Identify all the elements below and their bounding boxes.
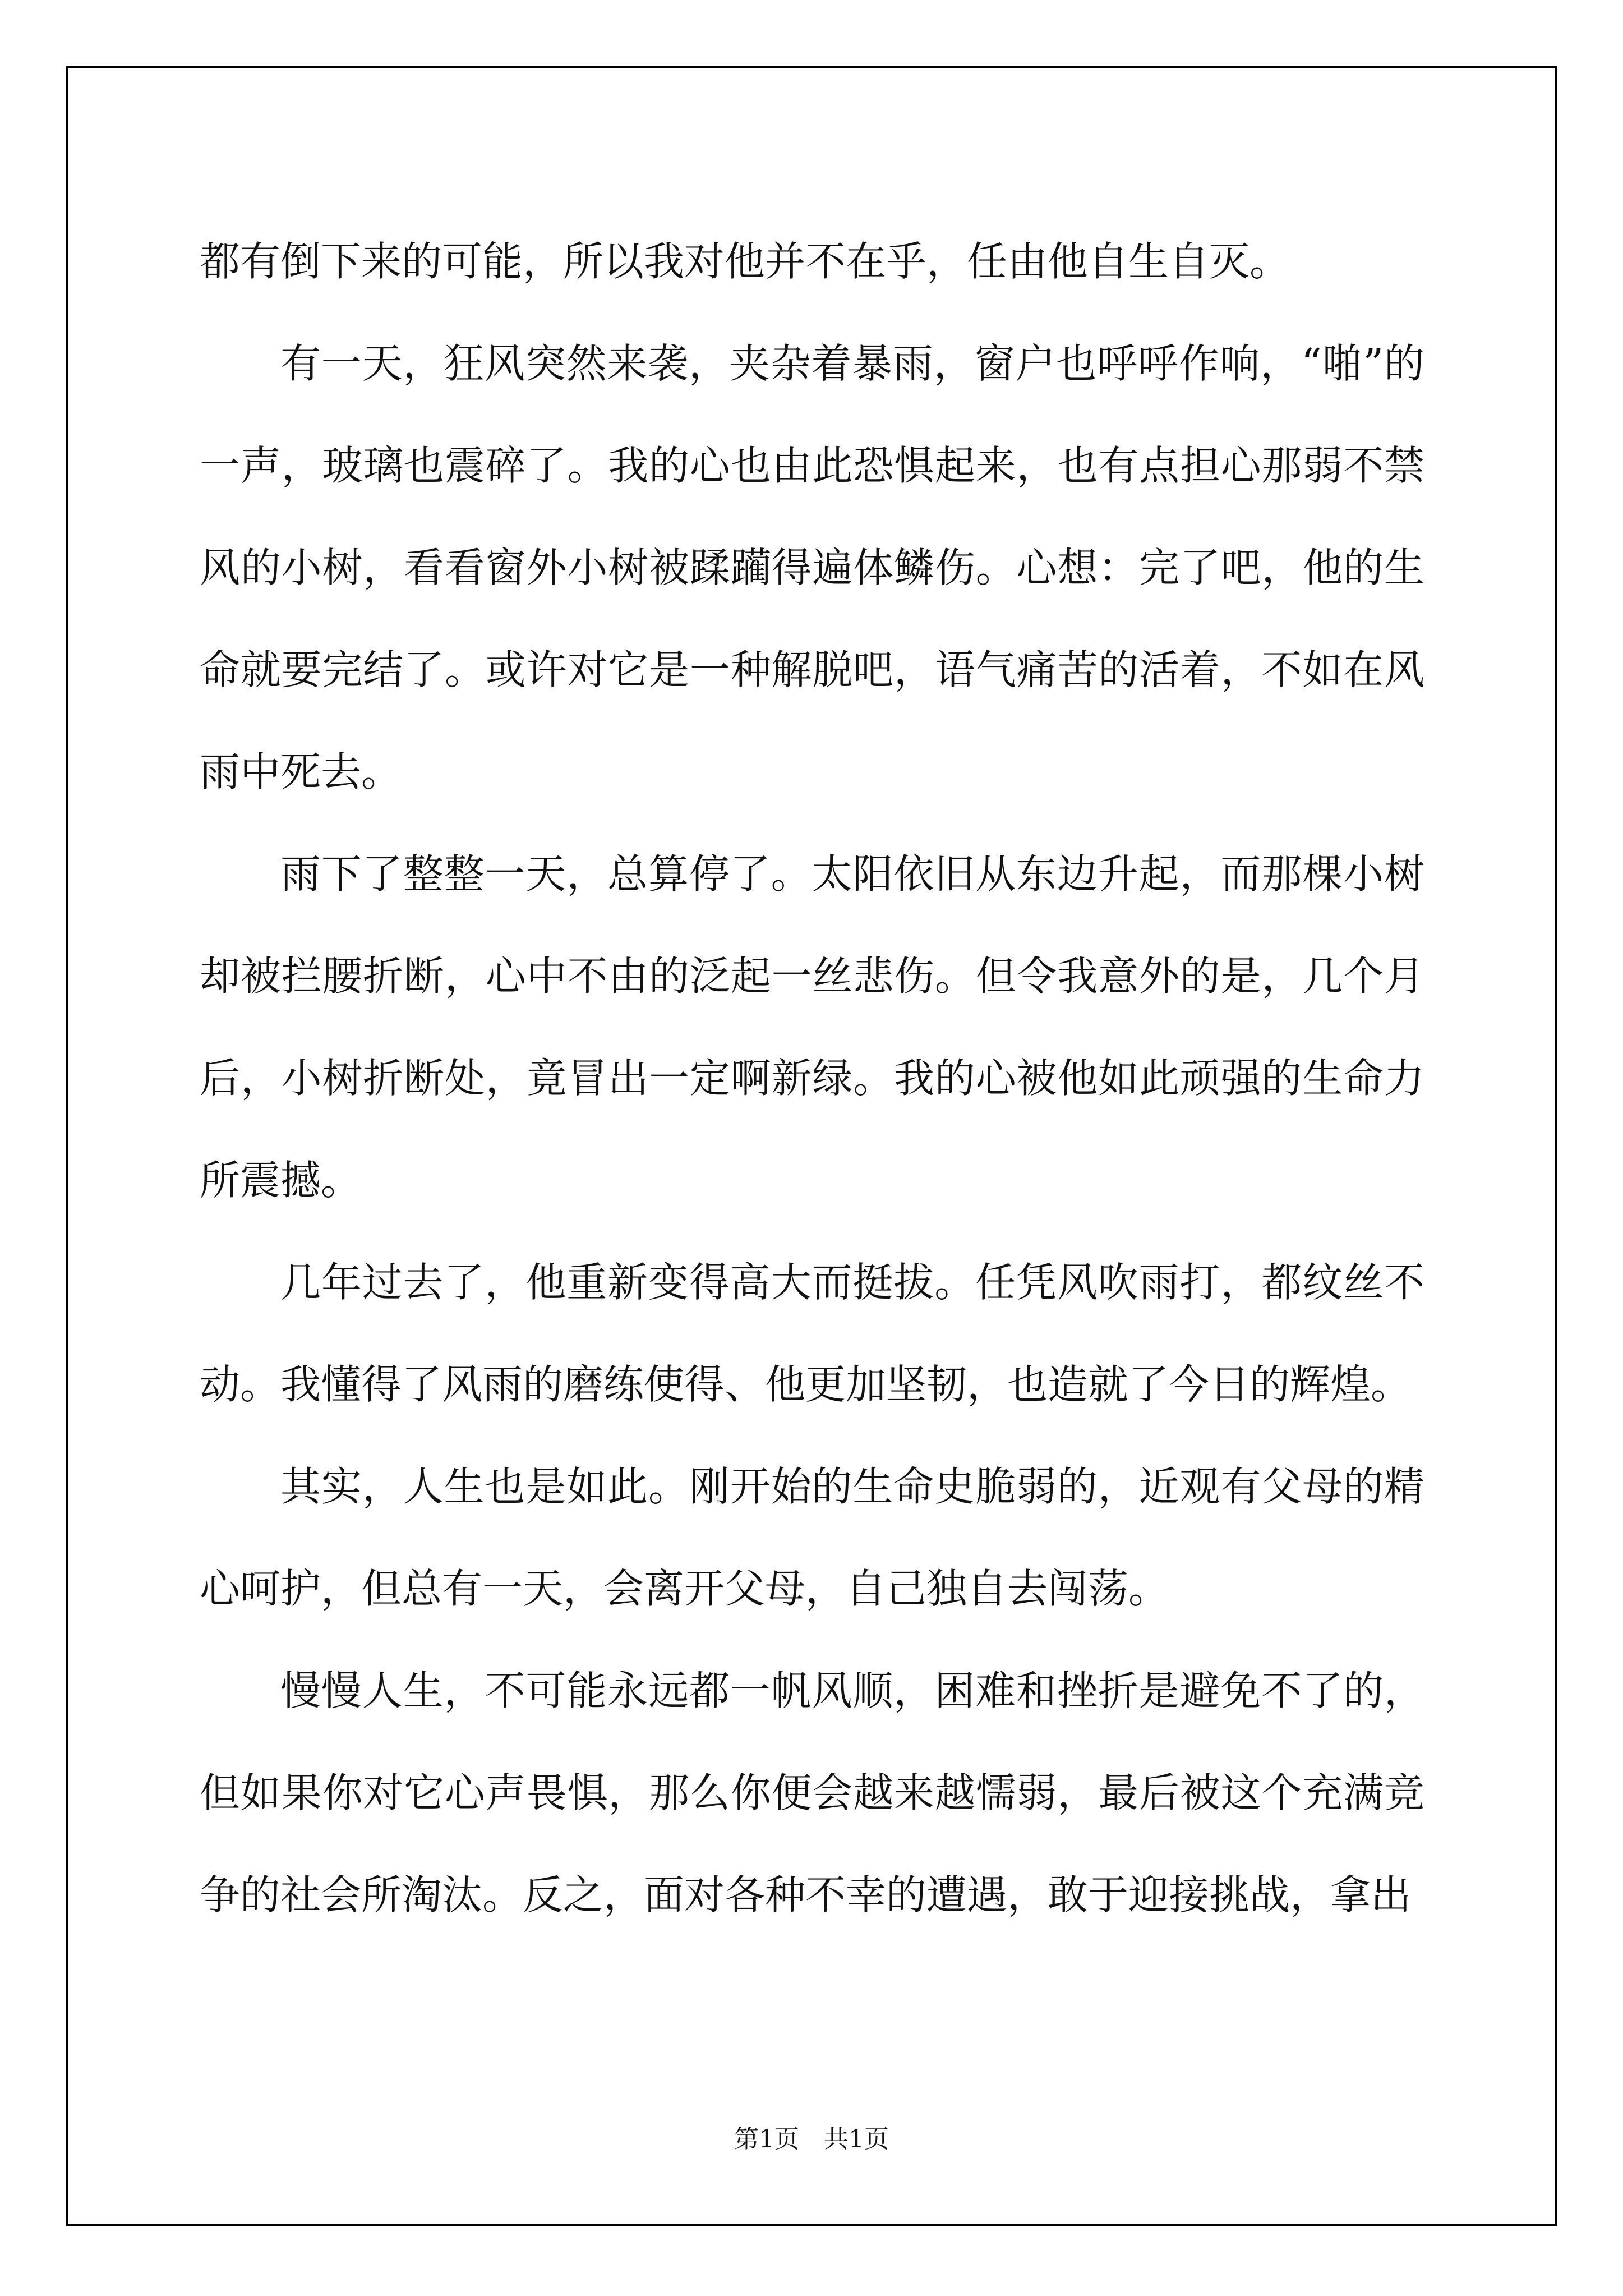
- paragraph-6: 慢慢人生，不可能永远都一帆风顺，困难和挫折是避免不了的，但如果你对它心声畏惧，那么你便会越来越懦弱，最后被这个充满竞争的社会所淘汰。反之，面对各种不幸的遭遇，敢于迎接挑战，拿出: [200, 1667, 1424, 1918]
- paragraph-1: 都有倒下来的可能，所以我对他并不在乎，任由他自生自灭。: [200, 238, 1290, 285]
- paragraph-5: 其实，人生也是如此。刚开始的生命史脆弱的，近观有父母的精心呵护，但总有一天，会离开父母，自己独自去闯荡。: [200, 1463, 1424, 1612]
- page-number: 第1页: [734, 2125, 799, 2154]
- page-total: 共1页: [824, 2125, 889, 2154]
- paragraph-3: 雨下了整整一天，总算停了。太阳依旧从东边升起，而那棵小树却被拦腰折断，心中不由的泛起一丝悲伤。但令我意外的是，几个月后，小树折断处，竟冒出一定啊新绿。我的心被他如此顽强的生命力所震撼。: [200, 850, 1424, 1204]
- paragraph-4: 几年过去了，他重新变得高大而挺拔。任凭风吹雨打，都纹丝不动。我懂得了风雨的磨练使得、他更加坚韧，也造就了今日的辉煌。: [200, 1259, 1424, 1408]
- page-footer: [0, 2123, 1623, 2156]
- document-body: [200, 210, 1424, 1946]
- paragraph-2: 有一天，狂风突然来袭，夹杂着暴雨，窗户也呼呼作响，“啪”的一声，玻璃也震碎了。我的心也由此恐惧起来，也有点担心那弱不禁风的小树，看看窗外小树被蹂躏得遍体鳞伤。心想：完了吧，他的生命就要完结了。或许对它是一种解脱吧，语气痛苦的活着，不如在风雨中死去。: [200, 340, 1424, 795]
